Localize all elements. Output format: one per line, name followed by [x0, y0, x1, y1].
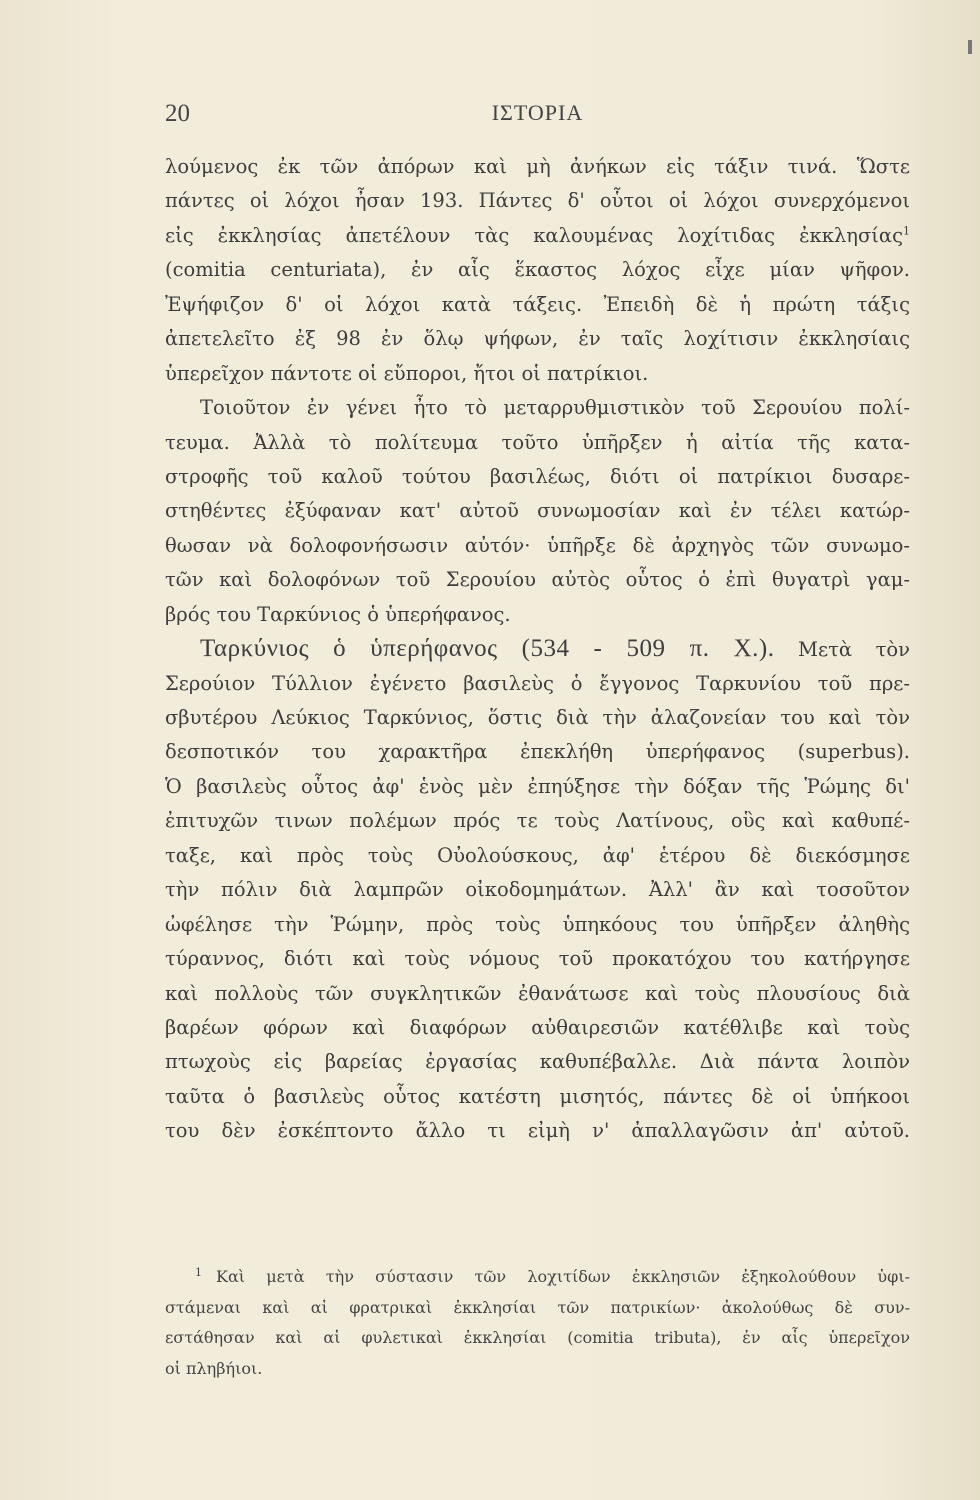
text-line: ὑπερεῖχον πάντοτε οἱ εὔποροι, ἤτοι οἱ πατρίκιοι.	[165, 361, 649, 385]
text-line: τὴν πόλιν διὰ λαμπρῶν οἰκοδομημάτων. Ἀλλ' ἂν καὶ τοσοῦτον	[165, 878, 910, 902]
text-line: πάντες οἱ λόχοι ἦσαν 193. Πάντες δ' οὗτοι οἱ λόχοι συνερχόμενοι	[165, 189, 910, 213]
text-line: καὶ πολλοὺς τῶν συγκλητικῶν ἐθανάτωσε καὶ τοὺς πλουσίους διὰ	[165, 981, 910, 1005]
text-line: στροφῆς τοῦ καλοῦ τούτου βασιλέως, διότι οἱ πατρίκιοι δυσαρε-	[165, 464, 910, 488]
page-header	[165, 100, 910, 136]
page-number: 20	[165, 100, 190, 127]
footnote-line-content: Καὶ μετὰ τὴν σύστασιν τῶν λοχιτίδων ἐκκλησιῶν ἐξηκολούθουν ὑφι-	[216, 1267, 910, 1286]
text-line: δεσποτικόν του χαρακτῆρα ἐπεκλήθη ὑπερήφανος (superbus).	[165, 740, 910, 764]
text-line	[165, 632, 910, 666]
footnote	[165, 1262, 910, 1384]
text-line	[165, 219, 910, 253]
text-line: ταξε, καὶ πρὸς τοὺς Οὐολούσκους, ἀφ' ἑτέρου δὲ διεκόσμησε	[165, 843, 910, 867]
text-line: σβυτέρου Λεύκιος Ταρκύνιος, ὅστις διὰ τὴν ἀλαζονείαν του καὶ τὸν	[165, 706, 910, 729]
page-edge-mark	[968, 40, 972, 54]
footnote-line	[165, 1262, 910, 1293]
text-line: πτωχοὺς εἰς βαρείας ἐργασίας καθυπέβαλλε. Διὰ πάντα λοιπὸν	[165, 1050, 910, 1074]
text-line: (comitia centuriata), ἐν αἷς ἕκαστος λόχος εἶχε μίαν ψῆφον.	[165, 258, 910, 282]
text-line: ταῦτα ὁ βασιλεὺς οὗτος κατέστη μισητός, πάντες δὲ οἱ ὑπήκοοι	[165, 1084, 910, 1108]
footnote-mark: 1	[195, 1265, 202, 1279]
text-line: τύραννος, διότι καὶ τοὺς νόμους τοῦ προκατόχου του κατήργησε	[165, 947, 910, 971]
running-head: ΙΣΤΟΡΙΑ	[491, 100, 584, 125]
text-line: Ἐψήφιζον δ' οἱ λόχοι κατὰ τάξεις. Ἐπειδὴ δὲ ἡ πρώτη τάξις	[165, 292, 910, 316]
text-line-content: εἰς ἐκκλησίας ἀπετέλουν τὰς καλουμένας λοχίτιδας ἐκκλησίας	[165, 223, 903, 247]
text-line-content: Μετὰ τὸν	[798, 638, 910, 662]
text-line: βρός του Ταρκύνιος ὁ ὑπερήφανος.	[165, 602, 511, 626]
footnote-line: εστάθησαν καὶ αἱ φυλετικαὶ ἐκκλησίαι (comitia tributa), ἐν αἷς ὑπερεῖχον	[165, 1328, 910, 1347]
section-heading: Ταρκύνιος ὁ ὑπερήφανος (534 - 509 π. Χ.).	[200, 635, 775, 663]
text-line: βαρέων φόρων καὶ διαφόρων αὐθαιρεσιῶν κατέθλιβε καὶ τοὺς	[165, 1015, 910, 1039]
text-line: ὠφέλησε τὴν Ῥώμην, πρὸς τοὺς ὑπηκόους του ὑπῆρξεν ἀληθὴς	[165, 912, 910, 936]
footnote-reference: 1	[903, 224, 910, 238]
text-line: λούμενος ἐκ τῶν ἀπόρων καὶ μὴ ἀνήκων εἰς τάξιν τινά. Ὥστε	[165, 155, 910, 178]
text-line: Σερούιον Τύλλιον ἐγένετο βασιλεὺς ὁ ἔγγονος Ταρκυνίου τοῦ πρε-	[165, 671, 910, 695]
text-line: Τοιοῦτον ἐν γένει ἦτο τὸ μεταρρυθμιστικὸν τοῦ Σερουίου πολί-	[200, 396, 910, 420]
text-line: τευμα. Ἀλλὰ τὸ πολίτευμα τοῦτο ὑπῆρξεν ἡ αἰτία τῆς κατα-	[165, 430, 910, 454]
text-line: ἀπετελεῖτο ἐξ 98 ἐν ὅλῳ ψήφων, ἐν ταῖς λοχίτισιν ἐκκλησίαις	[165, 327, 910, 351]
text-line: στηθέντες ἐξύφαναν κατ' αὐτοῦ συνωμοσίαν καὶ ἐν τέλει κατώρ-	[165, 499, 910, 523]
footnote-line: στάμεναι καὶ αἱ φρατρικαὶ ἐκκλησίαι τῶν πατρικίων· ἀκολούθως δὲ συν-	[165, 1297, 910, 1317]
body-text	[165, 150, 910, 1149]
text-line: τῶν καὶ δολοφόνων τοῦ Σερουίου αὐτὸς οὗτος ὁ ἐπὶ θυγατρὶ γαμ-	[165, 568, 910, 592]
footnote-line: οἱ πληβήιοι.	[165, 1358, 263, 1378]
text-line: ἐπιτυχῶν τινων πολέμων πρός τε τοὺς Λατίνους, οὓς καὶ καθυπέ-	[165, 809, 910, 833]
text-line: θωσαν νὰ δολοφονήσωσιν αὐτόν· ὑπῆρξε δὲ ἀρχηγὸς τῶν συνωμο-	[165, 533, 910, 557]
text-line: Ὁ βασιλεὺς οὗτος ἀφ' ἑνὸς μὲν ἐπηύξησε τὴν δόξαν τῆς Ῥώμης δι'	[165, 774, 910, 798]
text-line: του δὲν ἐσκέπτοντο ἄλλο τι εἰμὴ ν' ἀπαλλαγῶσιν ἀπ' αὐτοῦ.	[165, 1119, 910, 1143]
